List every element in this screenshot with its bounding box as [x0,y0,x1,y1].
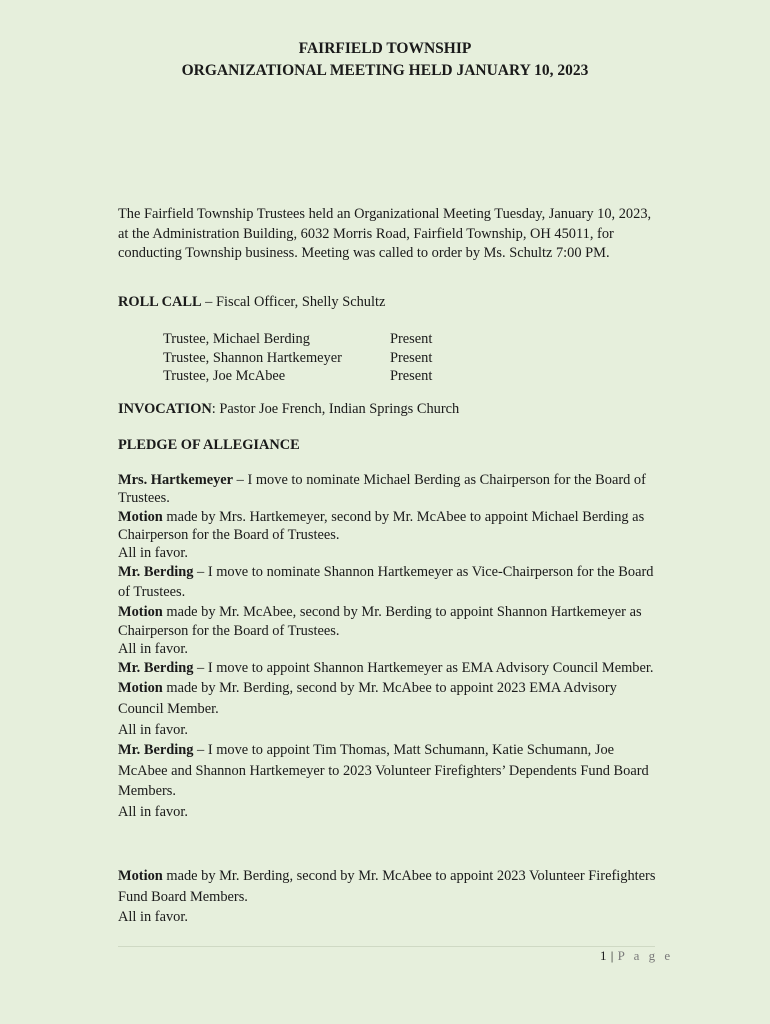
roll-call-heading [118,293,663,312]
minutes-section [118,472,663,822]
minute-speaker: Mr. Berding [118,660,194,676]
invocation-line [118,400,663,419]
minute-text: – I move to appoint Tim Thomas, Matt Schumann, Katie Schumann, Joe McAbee and Shannon Hartkemeyer to 2023 Volunteer Firefighters’ Dependents Fund Board Members. [118,742,649,799]
minute-entry [118,907,663,928]
minute-text: made by Mr. McAbee, second by Mr. Berding to appoint Shannon Hartkemeyer as Chairperson for the Board of Trustees. [118,604,642,639]
roll-call-text: – Fiscal Officer, Shelly Schultz [201,294,386,310]
page-label: P a g e [617,948,674,963]
member-status: Present [390,349,433,366]
member-name: Trustee, Joe McAbee [163,368,286,384]
document-title-line2: ORGANIZATIONAL MEETING HELD JANUARY 10, 2023 [181,62,589,79]
minute-speaker: Mr. Berding [118,742,194,758]
minute-entry [118,658,663,678]
minute-speaker: Motion [118,604,163,620]
member-name: Trustee, Michael Berding [163,331,310,347]
minute-entry [118,720,663,740]
minute-entry [118,472,663,507]
minute-text: made by Mr. Berding, second by Mr. McAbee to appoint 2023 Volunteer Firefighters Fund Board Members. [118,868,656,905]
pledge-heading [118,436,663,455]
pledge-label: PLEDGE OF ALLEGIANCE [118,437,300,453]
minute-entry [118,603,663,640]
minute-text: – I move to nominate Michael Berding as Chairperson for the Board of Trustees. [118,472,646,506]
minute-text: – I move to appoint Shannon Hartkemeyer as EMA Advisory Council Member. [193,660,654,676]
minute-entry [118,802,663,822]
minute-entry [118,544,663,562]
final-motion [118,866,663,928]
page-separator: | [607,948,618,963]
page-number: 1 [600,948,607,963]
minute-speaker: Motion [118,509,163,525]
minute-text: All in favor. [118,909,188,925]
minute-text: made by Mrs. Hartkemeyer, second by Mr. McAbee to appoint Michael Berding as Chairperson for the Board of Trustees. [118,509,645,543]
minute-entry [118,678,663,720]
roll-call-row [163,367,432,386]
invocation-text: : Pastor Joe French, Indian Springs Church [211,401,460,417]
invocation-label: INVOCATION [118,401,212,417]
member-status: Present [390,368,433,384]
document-title-line1: FAIRFIELD TOWNSHIP [298,40,472,57]
roll-call-row [163,349,432,368]
minute-text: All in favor. [118,641,188,657]
minute-entry [118,866,663,907]
roll-call-row [163,330,432,349]
page-footer [600,948,673,964]
roll-call-table [163,330,432,386]
roll-call-label: ROLL CALL [118,294,202,310]
minute-entry [118,509,663,544]
minute-text: made by Mr. Berding, second by Mr. McAbee to appoint 2023 EMA Advisory Council Member. [118,680,617,717]
minute-text: – I move to nominate Shannon Hartkemeyer as Vice-Chairperson for the Board of Trustees. [118,564,654,600]
minute-text: All in favor. [118,722,188,738]
intro-paragraph: The Fairfield Township Trustees held an Organizational Meeting Tuesday, January 10, 2023, at the Administration Building, 6032 Morris Road, Fairfield Township, OH 45011, for conducting Township business. Meeting was called to order by Ms. Schultz 7:00 PM. [118,206,652,261]
minute-text: All in favor. [118,803,188,820]
member-name: Trustee, Shannon Hartkemeyer [163,349,342,366]
minute-speaker: Motion [118,680,163,696]
minute-speaker: Mrs. Hartkemeyer [118,472,234,488]
minute-entry [118,562,663,602]
minute-speaker: Mr. Berding [118,564,194,580]
minute-entry [118,640,663,658]
member-status: Present [390,331,433,347]
minute-entry [118,740,663,802]
minute-speaker: Motion [118,868,163,884]
footer-divider [118,946,655,947]
minute-text: All in favor. [118,545,188,561]
